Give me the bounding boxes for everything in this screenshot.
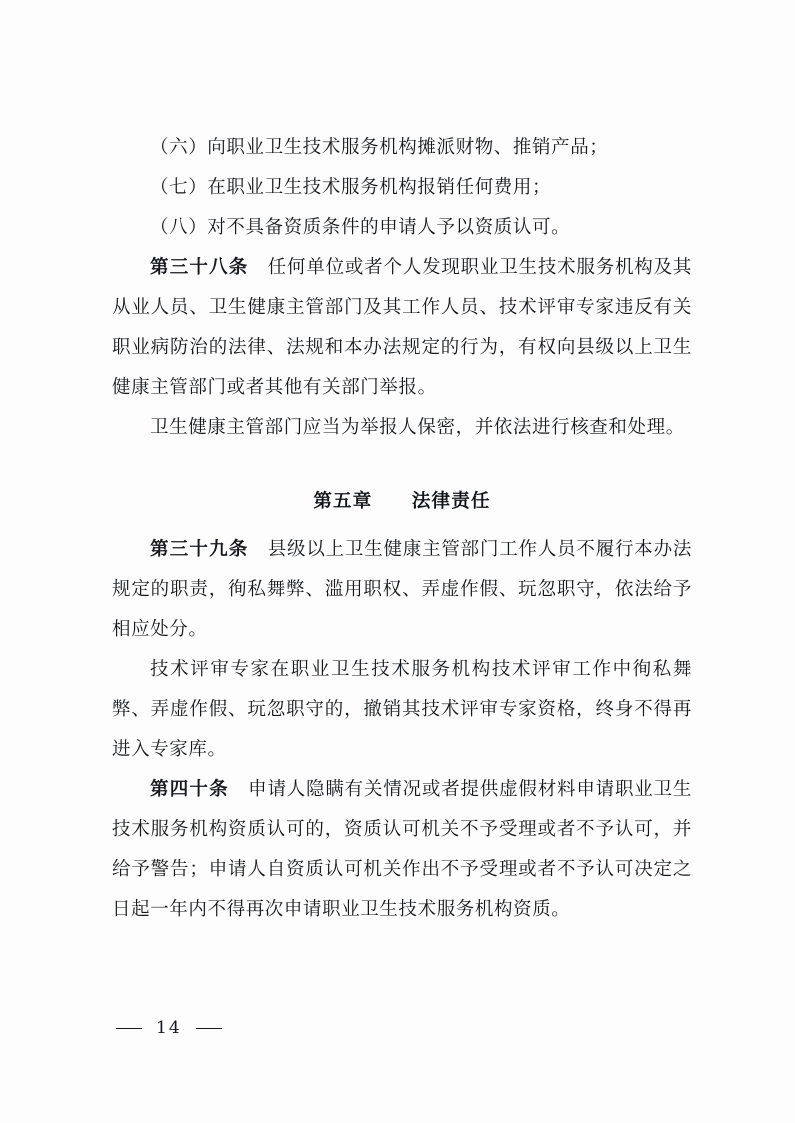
chapter-heading: 第五章 法律责任 [313, 491, 491, 512]
article-39 [112, 530, 692, 650]
article-40-body: 申请人隐瞒有关情况或者提供虚假材料申请职业卫生技术服务机构资质认可的，资质认可机关不予受理或者不予认可，并给予警告；申请人自资质认可机关作出不予受理或者不予认可决定之日起一年内不得再次申请职业卫生技术服务机构资质。 [112, 779, 692, 920]
article-38 [112, 248, 692, 408]
article-39-label: 第三十九条 [150, 539, 249, 560]
footer-dash-left [116, 1028, 142, 1029]
page-number: 14 [156, 1018, 182, 1038]
article-39-followup: 技术评审专家在职业卫生技术服务机构技术评审工作中徇私舞弊、弄虚作假、玩忽职守的，撤销其技术评审专家资格，终身不得再进入专家库。 [112, 659, 692, 760]
article-38-body: 任何单位或者个人发现职业卫生技术服务机构及其从业人员、卫生健康主管部门及其工作人员、技术评审专家违反有关职业病防治的法律、法规和本办法规定的行为，有权向县级以上卫生健康主管部门或者其他有关部门举报。 [112, 257, 692, 398]
article-39-body: 县级以上卫生健康主管部门工作人员不履行本办法规定的职责，徇私舞弊、滥用职权、弄虚作假、玩忽职守，依法给予相应处分。 [112, 539, 692, 640]
paragraph-item-six: （六）向职业卫生技术服务机构摊派财物、推销产品； [150, 137, 609, 158]
footer-dash-right [196, 1028, 222, 1029]
paragraph-item-eight: （八）对不具备资质条件的申请人予以资质认可。 [150, 217, 571, 238]
article-38-label: 第三十八条 [150, 257, 249, 278]
paragraph-item-seven: （七）在职业卫生技术服务机构报销任何费用； [150, 177, 552, 198]
article-40-label: 第四十条 [150, 779, 229, 800]
article-38-followup: 卫生健康主管部门应当为举报人保密，并依法进行核查和处理。 [150, 417, 685, 438]
document-body [112, 128, 692, 930]
page-footer [112, 1018, 692, 1038]
article-40 [112, 770, 692, 930]
